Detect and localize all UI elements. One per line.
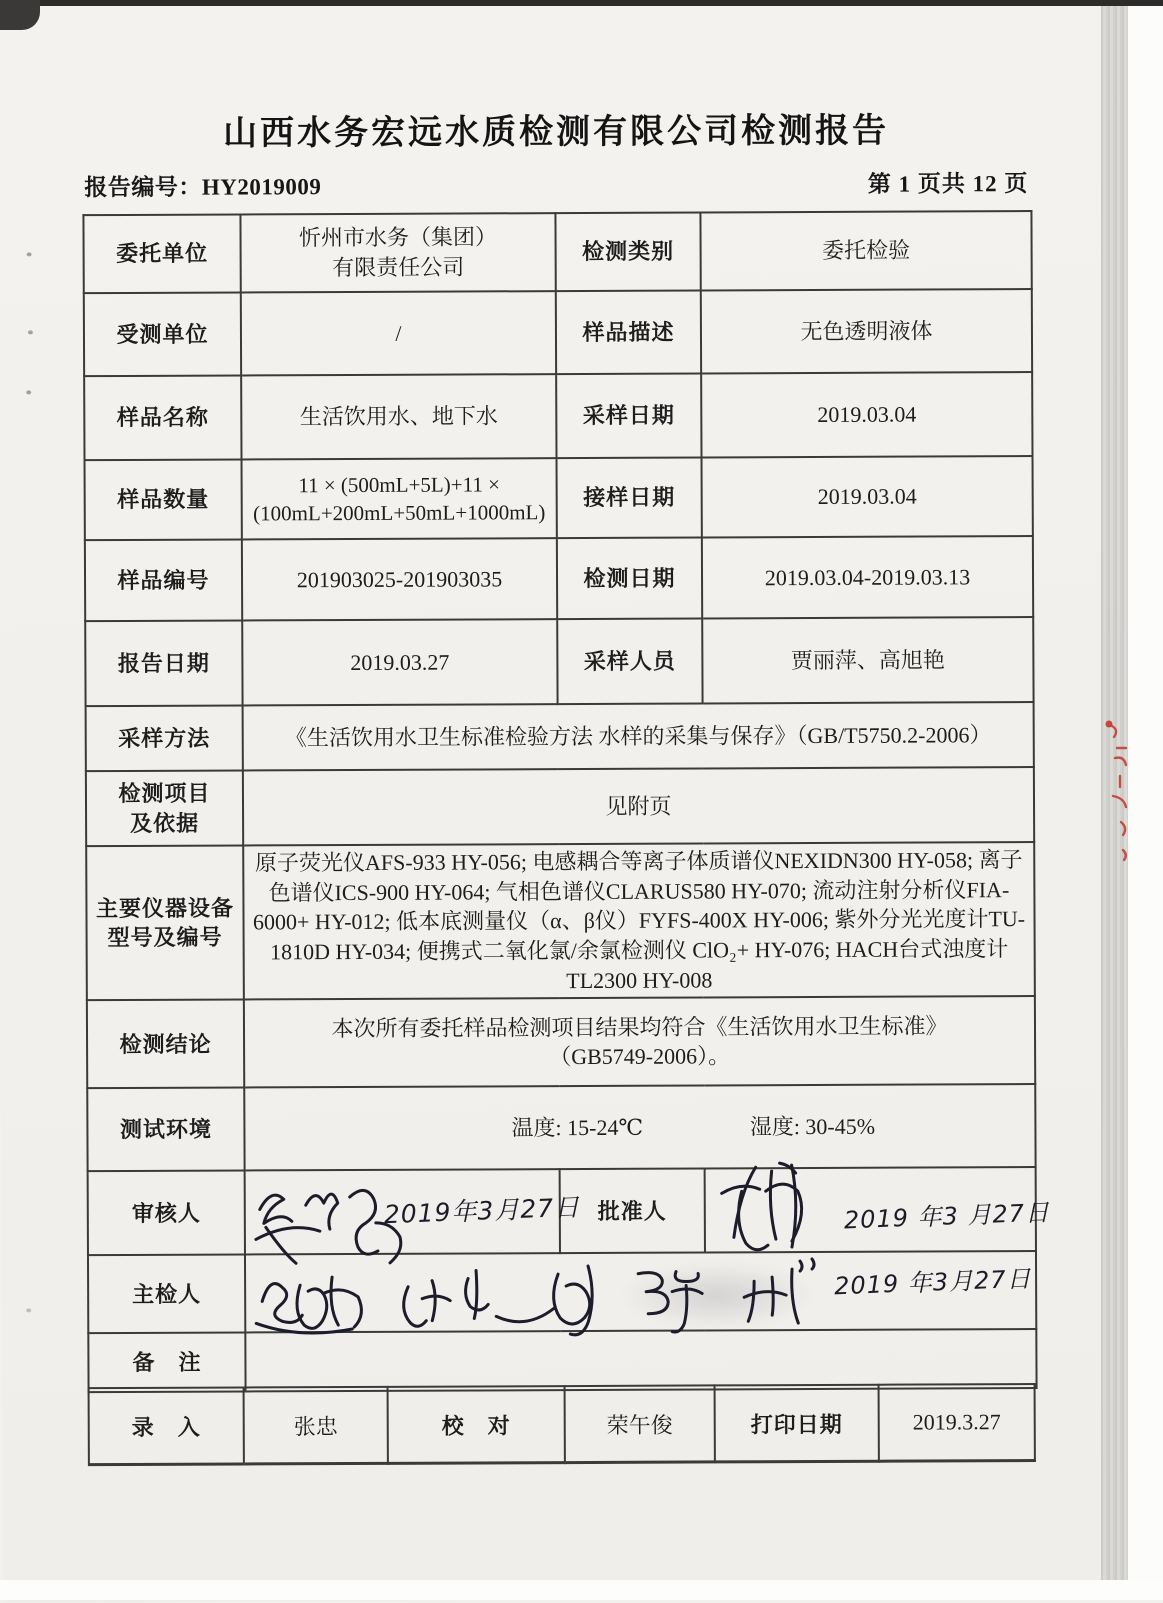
field-value-sampling-date: 2019.03.04 (701, 372, 1032, 457)
field-label-instruments: 主要仪器设备 型号及编号 (86, 845, 244, 1000)
report-number (84, 168, 321, 202)
field-label-test-category: 检测类别 (555, 212, 700, 291)
field-value-print-date: 2019.3.27 (880, 1383, 1036, 1463)
binder-hole-mark (26, 1308, 31, 1312)
reviewer-date: 2019年3月27日 (383, 1193, 581, 1230)
field-value-sample-name: 生活饮用水、地下水 (241, 374, 556, 459)
field-value-report-date: 2019.03.27 (242, 619, 557, 705)
environment-humidity: 湿度: 30-45% (749, 1113, 876, 1140)
table-row (85, 617, 1033, 706)
field-label-sample-name: 样品名称 (84, 375, 241, 460)
field-label-sample-no: 样品编号 (85, 539, 242, 621)
field-label-sampling-staff: 采样人员 (557, 618, 702, 704)
approver-signature-cell (705, 1167, 1051, 1252)
scan-edge-dark-top (0, 0, 1163, 6)
table-row (84, 289, 1032, 376)
field-label-remarks: 备 注 (88, 1333, 245, 1393)
field-value-sample-quantity: 11 × (500mL+5L)+11 × (100mL+200mL+50mL+1000mL) (242, 458, 557, 539)
red-stamp-remnant (1096, 718, 1130, 888)
page-indicator: 第 1 页共 12 页 (867, 171, 1029, 197)
field-label-sample-description: 样品描述 (556, 290, 701, 374)
footer-row (88, 1383, 1036, 1466)
field-label-report-date: 报告日期 (85, 620, 242, 706)
scan-edge-white-right (1128, 0, 1163, 1600)
field-label-chief-inspector: 主检人 (88, 1255, 245, 1334)
report-number-value: HY2019009 (201, 174, 322, 200)
field-label-reviewer: 审核人 (88, 1171, 245, 1256)
field-label-environment: 测试环境 (87, 1088, 244, 1172)
table-row (87, 996, 1035, 1088)
table-row (88, 1167, 1036, 1255)
field-label-receiving-date: 接样日期 (557, 457, 702, 538)
field-label-testing-date: 检测日期 (557, 537, 702, 619)
report-title: 山西水务宏远水质检测有限公司检测报告 (223, 111, 890, 153)
field-label-tested-unit: 受测单位 (84, 292, 241, 376)
field-value-instruments: 原子荧光仪AFS-933 HY-056; 电感耦合等离子体质谱仪NEXIDN300 HY-058; 离子色谱仪ICS-900 HY-064; 气相色谱仪CLARUS580 HY-070; 流动注射分析仪FIA-6000+ HY-012; 低本底测量仪（α、β仪）FYFS-400X HY-006; 紫外分光光度计TU-1810D HY-034; 便携式二氧化氯/余氯检测仪 ClO₂+ HY-076; HACH台式浊度计TL2300 HY-008 (243, 842, 1035, 1000)
field-label-sampling-method: 采样方法 (86, 705, 243, 771)
table-row (87, 1084, 1035, 1171)
table-row (84, 372, 1032, 460)
field-value-test-items: 见附页 (243, 767, 1034, 845)
field-label-client: 委托单位 (83, 214, 240, 293)
table-row (83, 211, 1031, 293)
approver-date: 2019 年3 月27日 (843, 1198, 1051, 1235)
field-value-client: 忻州市水务（集团） 有限责任公司 (240, 213, 555, 292)
field-label-conclusion: 检测结论 (87, 1000, 244, 1089)
field-value-sample-no: 201903025-201903035 (242, 538, 557, 620)
field-value-conclusion: 本次所有委托样品检测项目结果均符合《生活饮用水卫生标准》 （GB5749-2006）。 (244, 996, 1035, 1087)
chief-inspector-signature-cell (245, 1251, 1036, 1332)
field-label-sampling-date: 采样日期 (556, 373, 701, 458)
chief-inspector-signatures (252, 1255, 832, 1340)
field-value-testing-date: 2019.03.04-2019.03.13 (702, 536, 1033, 618)
report-number-label: 报告编号： (84, 174, 202, 201)
field-value-proofread: 荣午俊 (566, 1384, 716, 1464)
report-info-table (82, 210, 1051, 1394)
table-row (85, 536, 1033, 621)
field-label-entry: 录 入 (88, 1386, 245, 1466)
table-row (85, 456, 1033, 540)
field-value-tested-unit: / (241, 291, 556, 375)
field-label-proofread: 校 对 (389, 1385, 566, 1465)
binder-hole-mark (26, 390, 31, 394)
report-meta-line (82, 165, 1030, 199)
table-row (86, 767, 1034, 846)
field-value-entry: 张忠 (245, 1386, 389, 1466)
table-row (86, 842, 1035, 1001)
field-label-sample-quantity: 样品数量 (85, 459, 242, 540)
field-value-test-category: 委托检验 (700, 211, 1031, 290)
field-value-receiving-date: 2019.03.04 (702, 456, 1033, 537)
approver-signature (708, 1155, 823, 1266)
table-row (86, 702, 1034, 771)
reviewer-signature-cell (245, 1170, 581, 1255)
field-label-test-items: 检测项目 及依据 (86, 770, 243, 846)
field-label-print-date: 打印日期 (716, 1384, 880, 1464)
chief-inspector-date: 2019 年3月27日 (833, 1265, 1033, 1301)
scan-edge-white-bottom (0, 1580, 1163, 1600)
environment-temperature: 温度: 15-24℃ (511, 1114, 644, 1141)
table-row (88, 1251, 1036, 1333)
binder-hole-mark (27, 252, 32, 256)
field-value-sampling-staff: 贾丽萍、高旭艳 (702, 617, 1033, 703)
field-value-sampling-method: 《生活饮用水卫生标准检验方法 水样的采集与保存》（GB/T5750.2-2006） (243, 702, 1034, 770)
field-label-approver: 批准人 (560, 1169, 705, 1254)
field-value-environment (244, 1084, 1035, 1170)
binder-hole-mark (28, 330, 33, 334)
field-value-sample-description: 无色透明液体 (701, 289, 1032, 373)
